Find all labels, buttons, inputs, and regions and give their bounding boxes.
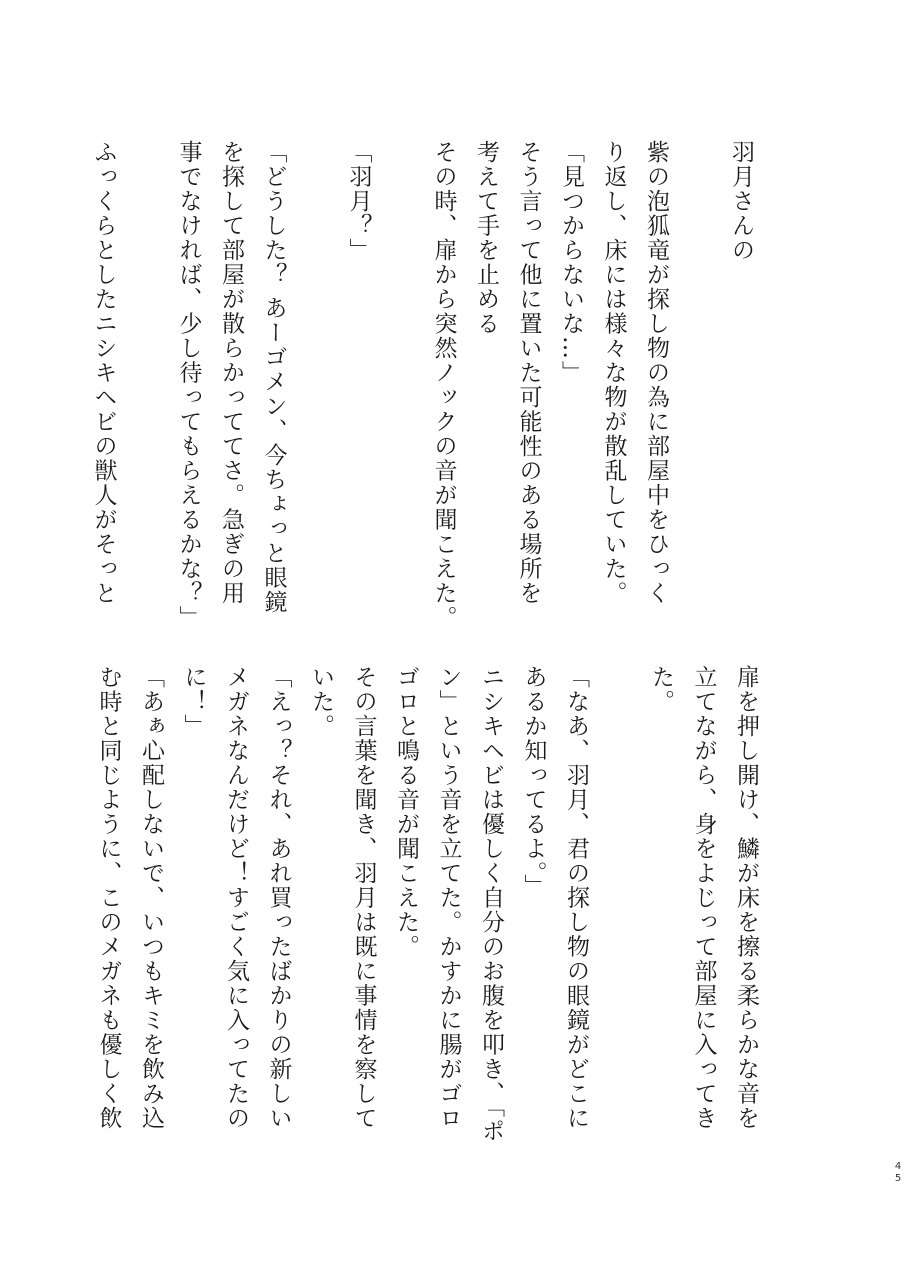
text-line: その時、扉から突然ノックの音が聞こえた。 [430, 140, 457, 630]
text-line: む時と同じように、このメガネも優しく飲 [95, 665, 122, 1131]
text-line: ン」という音を立てた。かすかに腸がゴロ [435, 665, 462, 1131]
text-line: 紫の泡狐竜が探し物の為に部屋中をひっく [643, 140, 669, 606]
text-line [380, 140, 423, 635]
text-line: た。 [648, 665, 674, 714]
text-line: あるか知ってるよ。」 [520, 665, 547, 899]
page-number: 45 [894, 1161, 902, 1184]
upper-text-block [82, 140, 762, 635]
text-line: ふっくらとしたニシキヘビの獣人がそっと [90, 140, 117, 606]
text-line: 「えっ？それ、あれ買ったばかりの新しい [265, 665, 292, 1131]
text-line: メガネなんだけど！すごく気に入ってたの [223, 665, 249, 1131]
text-line: 「なあ、羽月、君の探し物の眼鏡がどこに [563, 665, 589, 1131]
text-line: 「あぁ心配しないで、いつもキミを飲み込 [138, 665, 164, 1131]
text-line: 「羽月？」 [345, 140, 372, 263]
text-line: いた。 [308, 665, 334, 739]
text-line: 考えて手を止める [473, 140, 499, 336]
text-line: 扉を押し開け、鱗が床を擦る柔らかな音を [733, 665, 759, 1131]
text-line: そう言って他に置いた可能性のある場所を [515, 140, 542, 606]
text-line: その言葉を聞き、羽月は既に事情を察して [350, 665, 377, 1131]
text-line: 「どうした？ あーゴメン、今ちょっと眼鏡 [260, 140, 287, 615]
text-line [677, 140, 720, 635]
text-line: 「見つからないな…」 [558, 140, 584, 385]
text-line: ニシキヘビは優しく自分のお腹を叩き、「ポ [478, 665, 504, 1144]
text-line [295, 140, 338, 635]
text-line: 事でなければ、少し待ってもらえるかな？」 [175, 140, 202, 630]
lower-text-block [87, 665, 767, 1145]
text-line: を探して部屋が散らかっててさ。急ぎの用 [218, 140, 244, 606]
text-line: 羽月さんの [728, 140, 754, 263]
text-line: り返し、床には様々な物が散乱していた。 [600, 140, 627, 606]
text-line: ゴロと鳴る音が聞こえた。 [393, 665, 419, 959]
text-line: に！」 [180, 665, 207, 739]
text-line [125, 140, 168, 635]
text-line: 立てながら、身をよじって部屋に入ってき [690, 665, 717, 1131]
text-line [597, 665, 640, 1145]
